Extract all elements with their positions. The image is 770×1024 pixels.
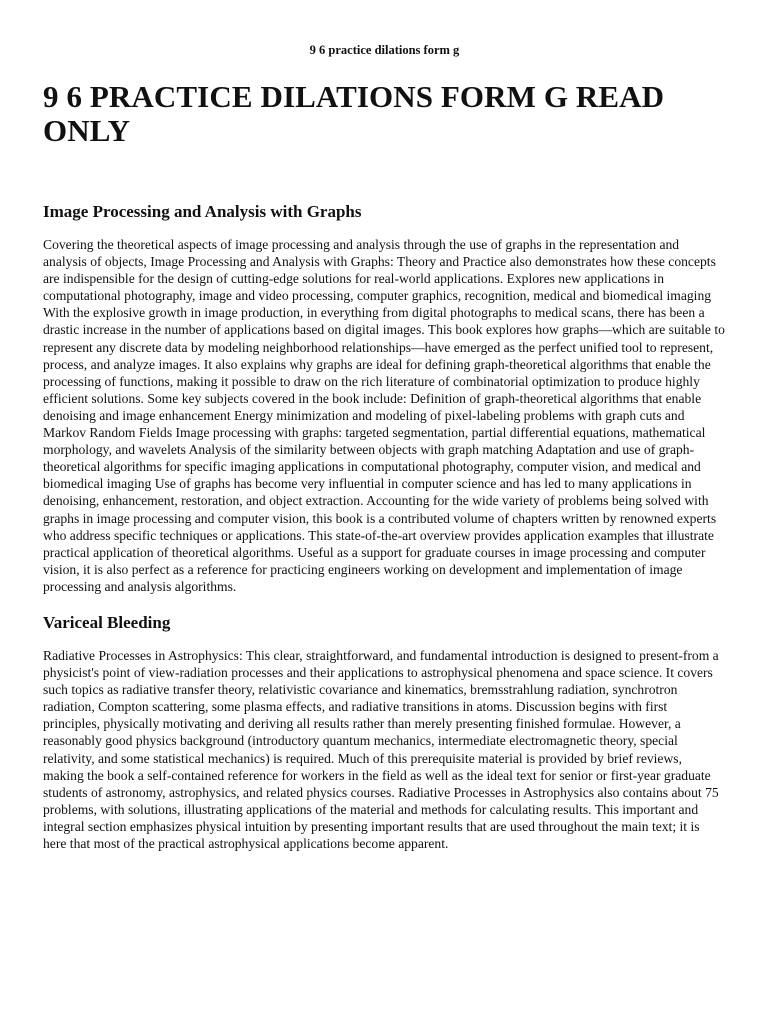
running-header: 9 6 practice dilations form g	[309, 43, 460, 57]
section-heading: Variceal Bleeding	[43, 612, 171, 632]
section-body: Covering the theoretical aspects of image processing and analysis through the use of graphs in the representation and analysis of objects, Image Processing and Analysis with Graphs: Theory and Practice also demonstrates how these concepts are indispensible for the design of cutting-edge solutions for real-world applications. Explores new applications in computational photography, image and video processing, computer graphics, recognition, medical and biomedical imaging With the explosive growth in image production, in everything from digital photographs to medical scans, there has been a drastic increase in the number of applications based on digital images. This book explores how graphs—which are suitable to represent any discrete data by modeling neighborhood relationships—have emerged as the perfect unified tool to represent, process, and analyze images. It also explains why graphs are ideal for defining graph-theoretical algorithms that enable the processing of functions, making it possible to draw on the rich literature of combinatorial optimization to produce highly efficient solutions. Some key subjects covered in the book include: Definition of graph-theoretical algorithms that enable denoising and image enhancement Energy minimization and modeling of pixel-labeling problems with graph cuts and Markov Random Fields Image processing with graphs: targeted segmentation, partial differential equations, mathematical morphology, and wavelets Analysis of the similarity between objects with graph matching Adaptation and use of graph-theoretical algorithms for specific imaging applications in computational photography, computer vision, and medical and biomedical imaging Use of graphs has become very influential in computer science and has led to many applications in denoising, enhancement, restoration, and object extraction. Accounting for the wide variety of problems being solved with graphs in image processing and computer vision, this book is a contributed volume of chapters written by renowned experts who address specific techniques or applications. This state-of-the-art overview provides application examples that illustrate practical application of theoretical algorithms. Useful as a support for graduate courses in image processing and computer vision, it is also perfect as a reference for practicing engineers working on development and implementation of image processing and analysis algorithms.	[43, 237, 725, 594]
section-variceal-bleeding	[43, 612, 726, 852]
section-image-processing	[43, 201, 726, 595]
section-body: Radiative Processes in Astrophysics: This clear, straightforward, and fundamental introduction is designed to present-from a physicist's point of view-radiation processes and their applications to astrophysical phenomena and space science. It covers such topics as radiative transfer theory, relativistic covariance and kinematics, bremsstrahlung radiation, synchrotron radiation, Compton scattering, some plasma effects, and radiative transitions in atoms. Discussion begins with first principles, physically motivating and deriving all results rather than merely presenting finished formulae. However, a reasonably good physics background (introductory quantum mechanics, intermediate electromagnetic theory, special relativity, and some statistical mechanics) is required. Much of this prerequisite material is provided by brief reviews, making the book a self-contained reference for workers in the field as well as the ideal text for senior or first-year graduate students of astronomy, astrophysics, and related physics courses. Radiative Processes in Astrophysics also contains about 75 problems, with solutions, illustrating applications of the material and methods for calculating results. This important and integral section emphasizes physical intuition by presenting important results that are used throughout the main text; it is here that most of the practical astrophysical applications become apparent.	[43, 647, 719, 851]
section-heading: Image Processing and Analysis with Graphs	[43, 202, 362, 221]
document-title: 9 6 PRACTICE DILATIONS FORM G READ ONLY	[43, 79, 665, 148]
